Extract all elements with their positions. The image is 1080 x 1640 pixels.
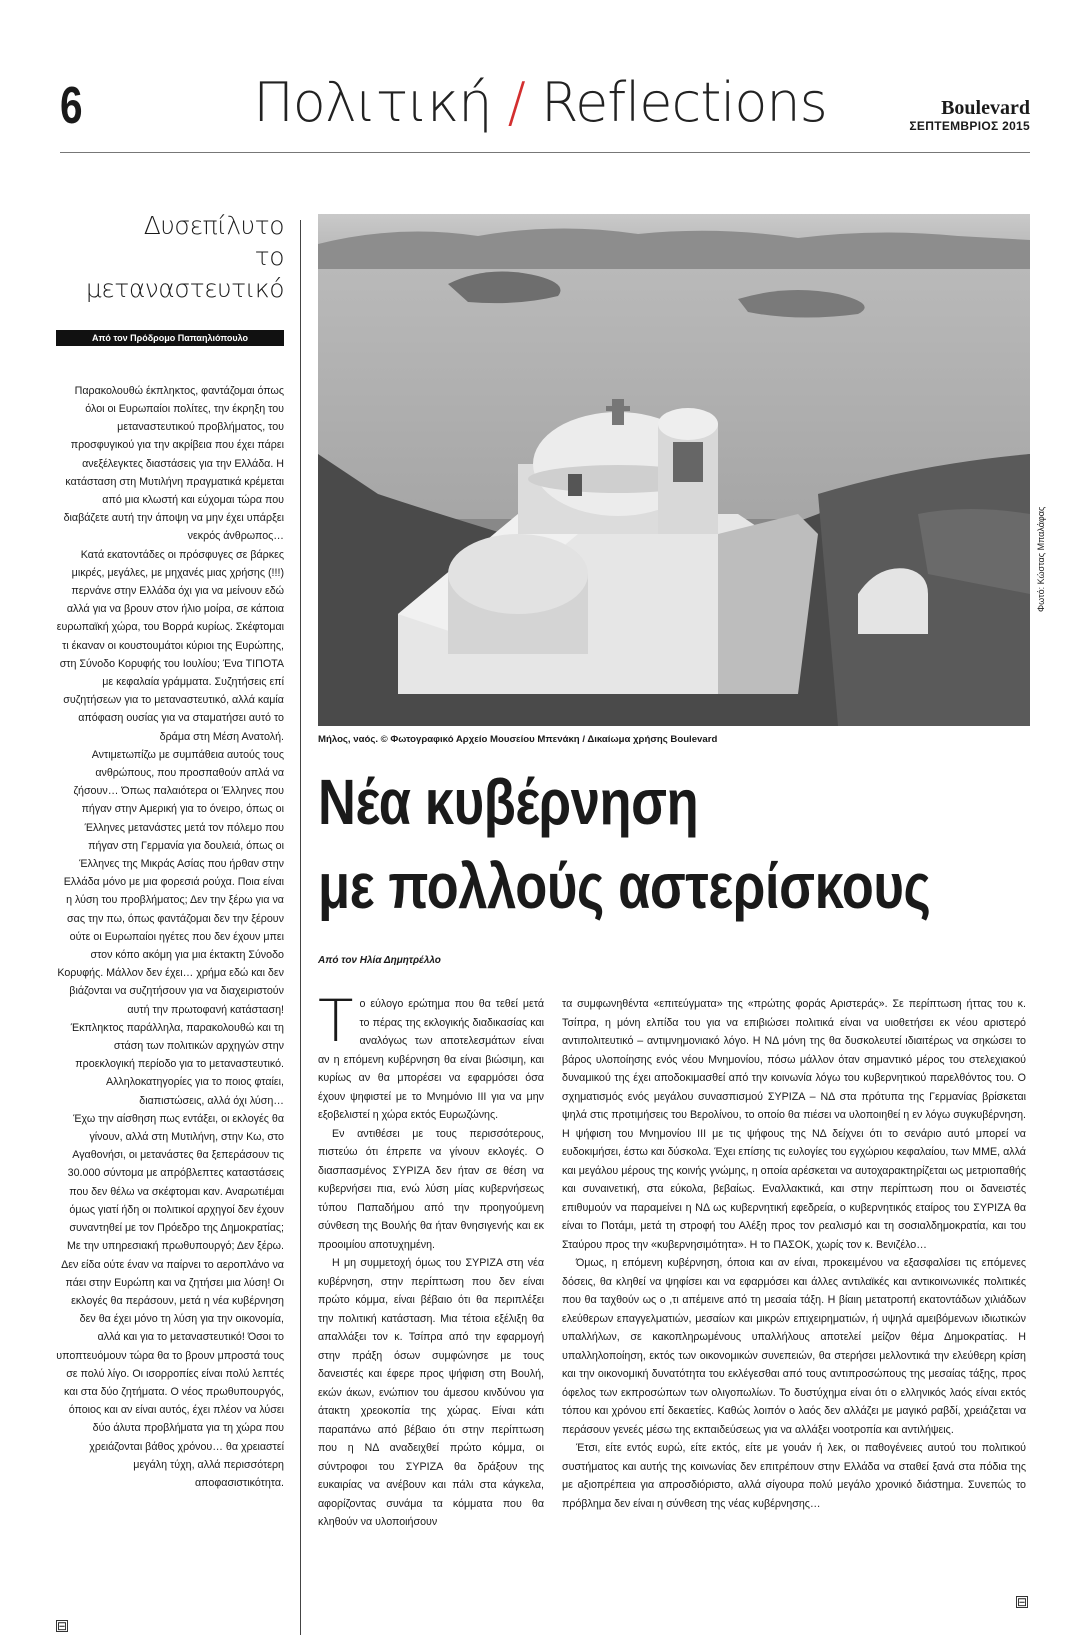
- photo-credit: Φωτό: Κώστας Μπαλάφας: [1036, 506, 1046, 612]
- page-number: 6: [60, 77, 83, 135]
- section-slash: /: [507, 71, 525, 134]
- header-divider: [60, 152, 1030, 153]
- main-body-column-2: [562, 995, 1026, 1513]
- section-greek: Πολιτική: [253, 71, 492, 134]
- end-mark-icon: ⊟: [1017, 1595, 1028, 1609]
- main-paragraph: Εν αντιθέσει με τους περισσότερους, πιστεύω ότι έπρεπε να γίνουν εκλογές. Ο διασπασμένος ΣΥΡΙΖΑ δεν ήταν σε θέση να κυβερνήσει πια, ενώ λύση μίας κυβερνήσεως τύπου Παπαδήμου από την προηγούμενη σύνθεση της Βουλής θα ήταν θνησιγενής και εκ προοιμίου αποτυχημένη.: [318, 1127, 544, 1251]
- left-body: [56, 382, 284, 1492]
- main-paragraph: Η μη συμμετοχή όμως του ΣΥΡΙΖΑ στη νέα κυβέρνηση, στην περίπτωση που δεν είναι πρώτο κόμμα, είναι βέβαιο ότι θα περιπλέξει την πολιτική κατάσταση. Μια τέτοια εξέλιξη θα απαλλάξει τον κ. Τσίπρα από την εφαρμογή στην πράξη όσων συμφώνησε με τους δανειστές και έφερε προς ψήφιση στη Βουλή, εκών άκων, ενώπιον του άμεσου κινδύνου για άτακτη χρεοκοπία της χώρας. Είναι κάτι παραπάνω από βέβαιο ότι στην περίπτωση που η ΝΔ αναδειχθεί πρώτο κόμμα, οι σύντροφοι του ΣΥΡΙΖΑ θα δράξουν της ευκαιρίας να ανέβουν και πάλι στα κάγκελα, αφορίζοντας συνάμα τα κόμματα που θα κληθούν να υλοποιήσουν: [318, 1257, 544, 1528]
- left-headline-line2: το μεταναστευτικό: [85, 242, 284, 303]
- left-byline: Από τον Πρόδρομο Παπαηλιόπουλο: [56, 330, 284, 346]
- left-headline: [56, 210, 284, 304]
- left-paragraph: Κατά εκατοντάδες οι πρόσφυγες σε βάρκες μικρές, μεγάλες, με μηχανές μιας χρήσης (!!!) περνάνε στην Ελλάδα όχι για να μείνουν εδώ αλλά για να βρουν στον ήλιο μοίρα, σε κάποια ευρωπαϊκή χώρα, του Βορρά κυρίως. Σκέφτομαι τι έκαναν οι κουστουμάτοι κύριοι της Ευρώπης, στη Σύνοδο Κορυφής του Ιουλίου; Ένα ΤΙΠΟΤΑ με κεφαλαία γράμματα. Συζητήσεις επί συζητήσεων για το μεταναστευτικό, αλλά καμία απόφαση ουσίας για να σταματήσει αυτό το δράμα στη Μέση Ανατολή.: [56, 548, 284, 743]
- main-headline: [318, 760, 930, 928]
- column-divider: [300, 220, 301, 1635]
- brand-name: Boulevard: [941, 97, 1030, 119]
- article-photo: [318, 214, 1030, 726]
- left-article: [56, 210, 284, 1492]
- main-byline: Από τον Ηλία Δημητρέλλο: [318, 955, 441, 966]
- section-english: Reflections: [540, 71, 827, 134]
- left-paragraph: Παρακολουθώ έκπληκτος, φαντάζομαι όπως όλοι οι Ευρωπαίοι πολίτες, την έκρηξη του μεταναστευτικού προβλήματος, του προσφυγικού για την ακρίβεια που έχει πάρει ανεξέλεγκτες διαστάσεις για την Ελλάδα. Η κατάσταση στη Μυτιλήνη πραγματικά κρέμεται από μια κλωστή και εύχομαι τώρα που διαβάζετε αυτή την άποψη να μην έχει υπάρξει νεκρός άνθρωπος…: [63, 384, 284, 543]
- main-headline-line2: με πολλούς αστερίσκους: [318, 850, 931, 922]
- main-paragraph: Έτσι, είτε εντός ευρώ, είτε εκτός, είτε με γουάν ή λεκ, οι παθογένειες αυτού του πολιτικού συστήματος και αυτής της κοινωνίας δεν επιτρέπουν στην Ελλάδα να σταθεί ξανά στα πόδια της με αξιοπρέπεια για απροσδιόριστο, αλλά σίγουρα πολύ μεγάλο χρονικό διάστημα. Συνεπώς το πρόβλημα δεν είναι η σύνθεση της νέας κυβέρνησης…: [562, 1442, 1026, 1510]
- main-body-column-1: [318, 987, 544, 1532]
- masthead: [909, 98, 1030, 132]
- issue-date: ΣΕΠΤΕΜΒΡΙΟΣ 2015: [909, 119, 1030, 133]
- main-paragraph: [318, 987, 544, 1125]
- left-headline-line1: Δυσεπίλυτο: [143, 211, 284, 240]
- left-paragraph: Έκπληκτος παράλληλα, παρακολουθώ και τη στάση των πολιτικών αρχηγών στην προεκλογική περίοδο για το μεταναστευτικό. Αλληλοκατηγορίες για το ποιος φταίει, διαπιστώσεις, αλλά όχι λύση…: [70, 1021, 284, 1107]
- left-paragraph: Αντιμετωπίζω με συμπάθεια αυτούς τους ανθρώπους, που προσπαθούν απλά να ζήσουν… Όπως παλαιότερα οι Έλληνες που πήγαν στην Αμερική για το όνειρο, όπως οι Έλληνες μετανάστες μετά τον πόλεμο που πήγαν στη Γερμανία για δουλειά, όπως οι Έλληνες της Μικράς Ασίας που ήρθαν στην Ελλάδα μόνο με μια φορεσιά ρούχα. Ποια είναι η λύση του προβλήματος; Δεν την ξέρω για να σας την πω, όπως φαντάζομαι δεν την ξέρουν ούτε οι Ευρωπαίοι ηγέτες που δεν έχουν μπει στον κόπο ακόμη για μια έκτακτη Σύνοδο Κορυφής. Μάλλον δεν έχει… χρήμα εδώ και δεν βιάζονται να συζητήσουν για να διαχειριστούν αυτή την πρωτοφανή κατάσταση!: [57, 748, 284, 1016]
- main-headline-line1: Νέα κυβέρνηση: [318, 766, 699, 838]
- main-paragraph-text: ο εύλογο ερώτημα που θα τεθεί μετά το πέρας της εκλογικής διαδικασίας και αναλόγως των αποτελεσμάτων είναι αν η επόμενη κυβέρνηση θα είναι βιώσιμη, και κυρίως αν θα μπορέσει να εφαρμόσει όσα έχουν ψηφιστεί με το Μνημόνιο ΙΙΙ για να μην εξοβελιστεί η χώρα εκτός Ευρωζώνης.: [318, 998, 544, 1121]
- left-paragraph: Έχω την αίσθηση πως εντάξει, οι εκλογές θα γίνουν, αλλά στη Μυτιλήνη, στην Κω, στο Αγαθονήσι, οι μετανάστες θα ξεπεράσουν τις 30.000 σύντομα με απρόβλεπτες καταστάσεις που δεν θέλω να σκέφτομαι καν. Αναρωτιέμαι όμως γιατί ήδη οι πολιτικοί αρχηγοί δεν έχουν συναντηθεί με τον Πρόεδρο της Δημοκρατίας; Με την υπηρεσιακή πρωθυπουργό; Δεν ξέρω. Δεν είδα ούτε έναν να παίρνει το αεροπλάνο να πάει στην Ευρώπη και να ζητήσει μια λύση! Οι εκλογές θα περάσουν, μετά η νέα κυβέρνηση δεν θα έχει μόνο τη λύση για την οικονομία, αλλά και για το μεταναστευτικό! Όσοι το υποπτευόμουν τώρα θα το βρουν μπροστά τους σε πολύ λίγο. Οι ισορροπίες είναι πολύ λεπτές και στα δύο ζητήματα. Ο νέος πρωθυπουργός, όποιος και αν είναι αυτός, έχει πλέον να λύσει δύο άλυτα προβλήματα για τη χώρα που χρειάζονται βάθος χρόνου… θα χρειαστεί μεγάλη τύχη, αλλά περισσότερη αποφασιστικότητα.: [56, 1112, 284, 1489]
- main-paragraph: τα συμφωνηθέντα «επιτεύγματα» της «πρώτης φοράς Αριστεράς». Σε περίπτωση ήττας του κ. Τσίπρα, η μόνη ελπίδα του για να επιβιώσει πολιτικά είναι να υιοθετήσει εκ νέου αριστερό αντιπολιτευτικό – αντιμνημονιακό λόγο. Η ΝΔ μόνη της θα δυσκολευτεί ιδιαιτέρως να σηκώσει το βάρος υλοποίησης ενός νέου Μνημονίου, πόσω μάλλον όταν σημαντικό μέρος του στελεχιακού δυναμικού της έχει αποδοκιμασθεί από την κοινωνία λόγω του κυβερνητικού παρελθόντος του. Ο σχηματισμός ενός μεγάλου συνασπισμού ΣΥΡΙΖΑ – ΝΔ στα πρότυπα της Γερμανίας βρίσκεται ψηλά στις προτιμήσεις του Βερολίνου, το οποίο θα πιέσει να υλοποιηθεί η εν λόγω συγκυβέρνηση. Η ψήφιση του Μνημονίου ΙΙΙ με τις ψήφους της ΝΔ δείχνει ότι το σενάριο αυτό μπορεί να ευδοκιμήσει, έστω και δύσκολα. Έχει επίσης τις ευλογίες του εγχώριου κεφαλαίου, των ΜΜΕ, αλλά και μεγάλου μέρους της κοινής γνώμης, η οποία αρέσκεται να αυτοχαρακτηρίζεται ως μετριοπαθής και συναινετική, στα εύκολα, βεβαίως. Εναλλακτικά, και στην περίπτωση που οι δανειστές επιθυμούν να παραμείνει η ΝΔ ως κυβερνητική εφεδρεία, ο κυβερνητικός εταίρος του ΣΥΡΙΖΑ θα είναι το Ποτάμι, μετά τη στροφή του Αλέξη προς τον ρεαλισμό και τη σοσιαλδημοκρατία, και του Σταύρου προς την «κυβερνησιμότητα». Η το ΠΑΣΟΚ, χωρίς τον κ. Βενιζέλο…: [562, 998, 1026, 1251]
- main-paragraph: Όμως, η επόμενη κυβέρνηση, όποια και αν είναι, προκειμένου να εξασφαλίσει τις επόμενες δόσεις, θα κληθεί να ψηφίσει και να εφαρμόσει και άλλες αντιλαϊκές και αντικοινωνικές πολιτικές που θα ταχθούν ως ο ,τι απέμεινε από τη μεσαία τάξη. Η βίαιη μετατροπή εκατοντάδων χιλιάδων ελεύθερων επαγγελματιών, μεσαίων και μικρών επιχειρηματιών, ή υψηλά αμειβόμενων ιδιωτικών υπαλλήλων, σε κακοπληρωμένους υπαλλήλους αποτελεί μείζον θέμα Δημοκρατίας. Η υπαλληλοποίηση, εκτός των οικονομικών συνεπειών, θα στερήσει μελλοντικά την ελεύθερη κρίση και την οικονομική δυνατότητα του εκλέγεσθαι από τους αντιπροσώπους της μεσαίας τάξης, προς όφελος των εκπροσώπων των ολιγοπωλίων. Το δυστύχημα είναι ότι ο ελληνικός λαός είναι εκτός τόπου και χρόνου επί δεκαετίες. Καθώς λοιπόν ο λαός δεν αλλάζει με μαγικό ραβδί, χρειάζεται να περάσουν γενεές μέσω της εκπαιδεύσεως για να αλλάξει νοοτροπία και αντιλήψεις.: [562, 1257, 1026, 1436]
- dropcap: Τ: [318, 987, 354, 1055]
- church-photo-illustration: [318, 214, 1030, 726]
- end-mark-icon: ⊟: [57, 1619, 68, 1633]
- photo-caption: Μήλος, ναός. © Φωτογραφικό Αρχείο Μουσείου Μπενάκη / Δικαίωμα χρήσης Boulevard: [318, 734, 718, 745]
